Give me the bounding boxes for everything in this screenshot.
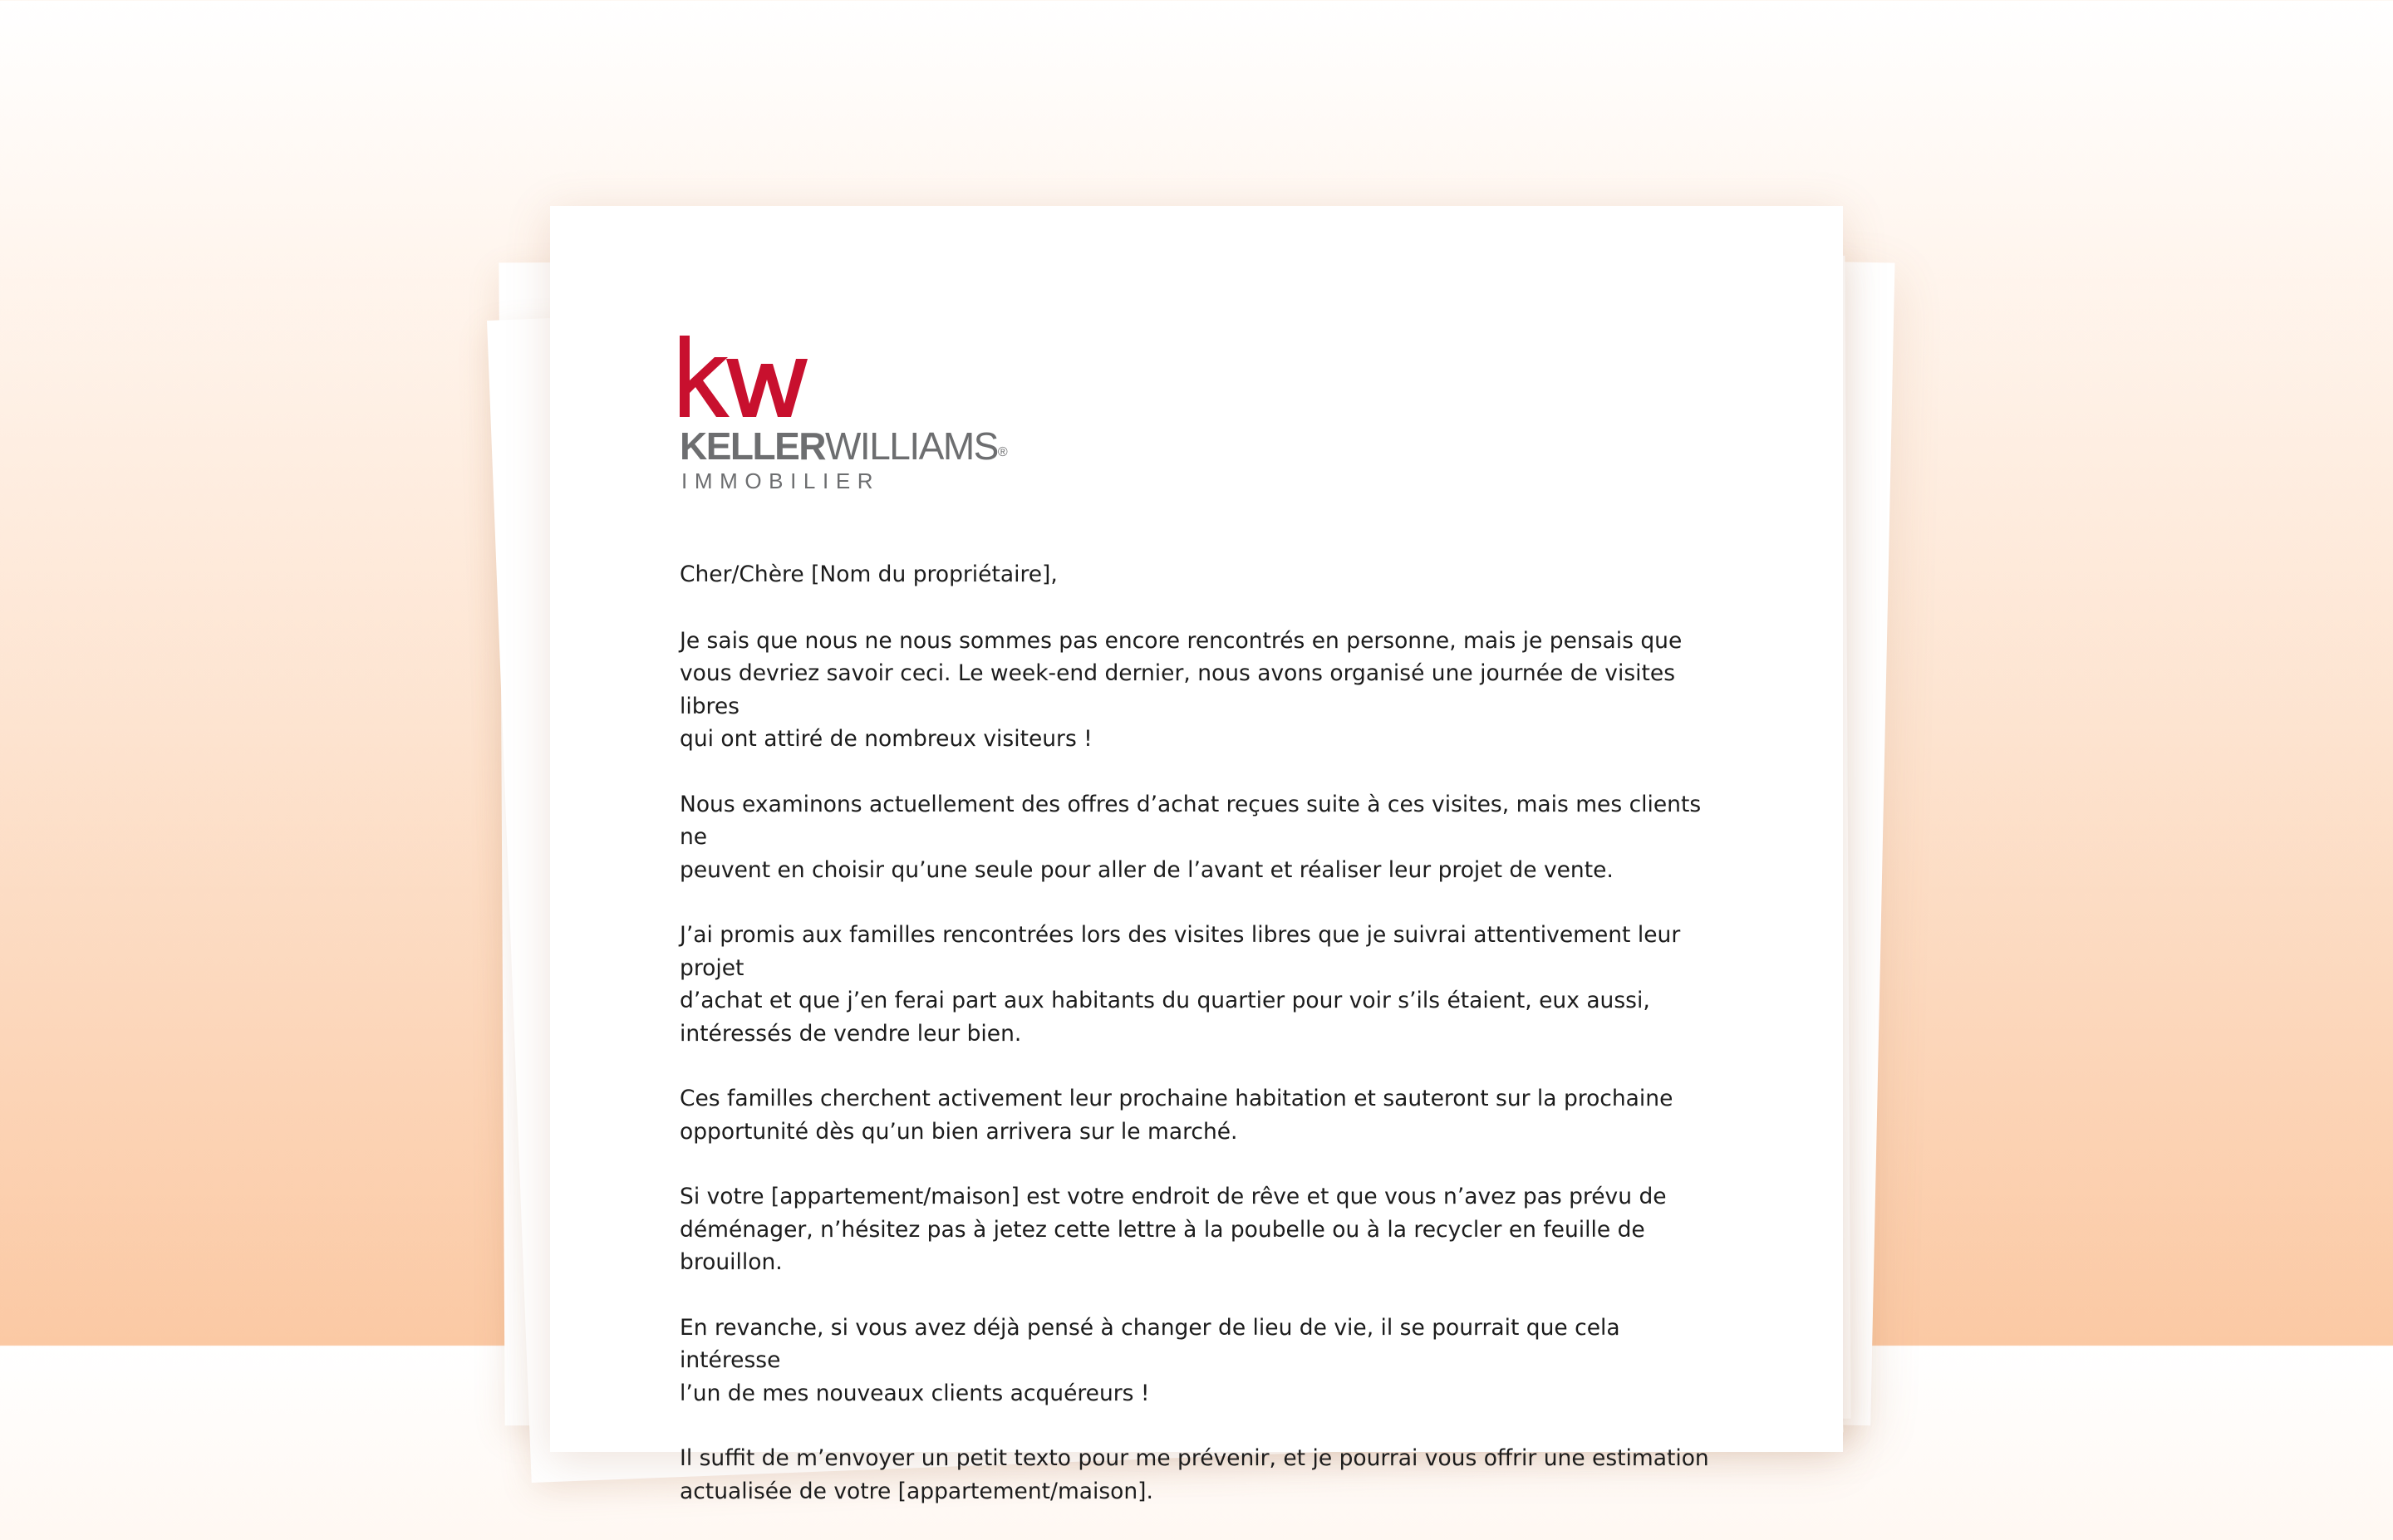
letter-paragraph: Il suffit de m’envoyer un petit texto pour me prévenir, et je pourrai vous offrir une estimation actualisée de votre [appartement/maison]. bbox=[680, 1445, 1709, 1504]
kw-logo-mark bbox=[680, 334, 809, 417]
letter-paragraph: Je sais que nous ne nous sommes pas encore rencontrés en personne, mais je pensais que vous devriez savoir ceci. Le week-end dernier, nous avons organisé une journée de visites libres qui ont attiré de nombreux visiteurs ! bbox=[680, 627, 1683, 752]
letter-paragraph: En revanche, si vous avez déjà pensé à changer de lieu de vie, il se pourrait que cela intéresse l’un de mes nouveaux clients acquéreurs ! bbox=[680, 1314, 1620, 1406]
logo-wordmark bbox=[680, 424, 1008, 468]
letter-paragraph: Si votre [appartement/maison] est votre endroit de rêve et que vous n’avez pas prévu de déménager, n’hésitez pas à jetez cette lettre à la poubelle ou à la recycler en feuille de brouillon. bbox=[680, 1184, 1667, 1275]
logo-name-williams: WILLIAMS bbox=[825, 424, 998, 468]
logo-subtitle: IMMOBILIER bbox=[681, 468, 881, 493]
letter-salutation: Cher/Chère [Nom du propriétaire], bbox=[680, 562, 1058, 587]
letter-paragraph: Ces familles cherchent activement leur prochaine habitation et sauteront sur la prochaine opportunité dès qu’un bien arrivera sur le marché. bbox=[680, 1086, 1673, 1145]
letter-body bbox=[680, 558, 1718, 1540]
registered-mark: ® bbox=[997, 445, 1008, 459]
keller-williams-logo bbox=[680, 334, 1008, 500]
logo-name-keller: KELLER bbox=[680, 424, 825, 468]
letter-paragraph: Nous examinons actuellement des offres d’achat reçues suite à ces visites, mais mes clients ne peuvent en choisir qu’une seule pour aller de l’avant et réaliser leur projet de vente. bbox=[680, 791, 1702, 883]
letter-paragraph: J’ai promis aux familles rencontrées lors des visites libres que je suivrai attentivement leur projet d’achat et que j’en ferai part aux habitants du quartier pour voir s’ils étaient, eux aussi, intéressés de vendre leur bien. bbox=[680, 922, 1681, 1047]
